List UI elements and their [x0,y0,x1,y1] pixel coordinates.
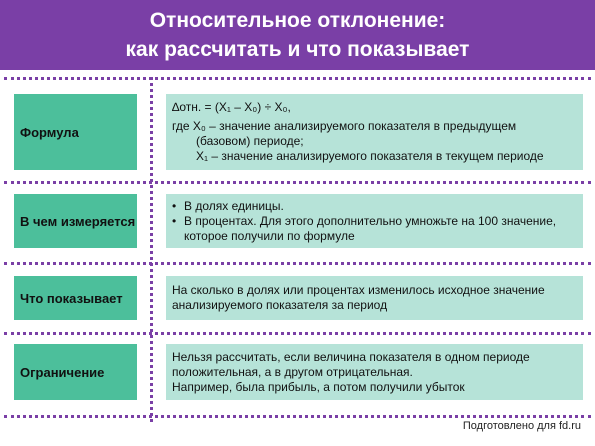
page-header [0,0,595,70]
formula-explanation-line: где X₀ – значение анализируемого показателя в предыдущем [172,119,517,133]
page-title-line-2: как рассчитать и что показывает [125,38,470,61]
row-label-formula: Формула [14,94,137,170]
row-divider [4,415,591,418]
row-content-measured-in [166,194,583,248]
row-text: На сколько в долях или процентах изменилось исходное значение анализируемого показателя за период [172,283,545,312]
row-text: Нельзя рассчитать, если величина показателя в одном периоде положительная, а в другом отрицательная. [172,349,530,379]
bullet-icon: • [172,198,177,213]
row-divider [4,332,591,335]
formula-explanation-line: X₁ – значение анализируемого показателя в текущем периоде [196,149,544,163]
row-label-measured-in: В чем измеряется [14,194,137,248]
bullet-icon: • [172,213,177,228]
row-content-formula [166,94,583,170]
row-divider [4,181,591,184]
formula-explanation-line: (базовом) периоде; [196,134,304,148]
row-content-what-it-shows [166,276,583,320]
list-item: • В процентах. Для этого дополнительно умножьте на 100 значение, которое получили по формуле [172,213,557,243]
list-item: • В долях единицы. [172,198,284,213]
row-divider [4,77,591,80]
row-label-what-it-shows: Что показывает [14,276,137,320]
column-divider [150,77,153,422]
page-title-line-1: Относительное отклонение: [149,9,446,32]
row-content-limitation [166,344,583,400]
row-divider [4,262,591,265]
row-label-limitation: Ограничение [14,344,137,400]
row-text: Например, была прибыль, а потом получили убыток [172,379,465,394]
footer-credit: Подготовлено для fd.ru [462,420,581,432]
formula-text: ∆отн. = (X₁ – X₀) ÷ X₀, [172,100,291,114]
